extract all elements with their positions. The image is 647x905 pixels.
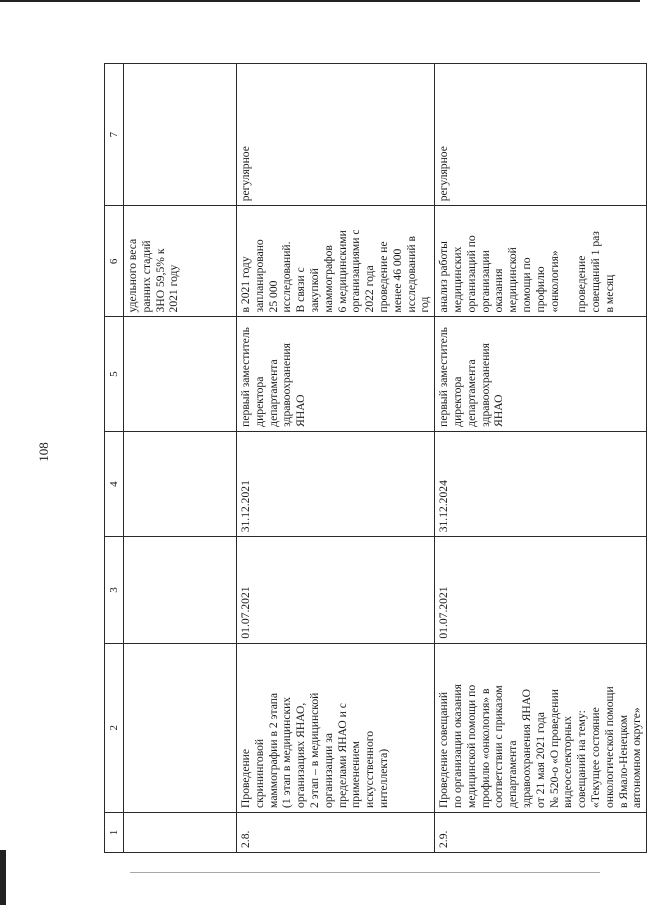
cell-end-date: 31.12.2021 (237, 431, 435, 536)
cell-type: регулярное (237, 64, 435, 206)
header-col-4: 4 (105, 431, 124, 536)
table-header-row (105, 64, 124, 853)
cell-responsible (124, 317, 237, 431)
cell-description: Проведение совещаний по организации оказания медицинской помощи по профилю «онкология» в соответствии с приказом департамента здравоохранения ЯНАО от 21 мая 2021 года № 520-о «О проведении видеоселекторных совещаний на тему: «Текущее состояние онкологической помощи в Ямало-Ненецком автономном округе» (435, 643, 647, 812)
cell-end-date (124, 431, 237, 536)
cell-start-date (124, 537, 237, 643)
cell-description: Проведение скрининговой маммографии в 2 этапа (1 этап в медицинских организациях ЯНАО, 2 этап – в медицинской организации за пределами ЯНАО и с применением искусственного интеллекта) (237, 643, 435, 812)
table-row (435, 64, 647, 853)
cell-type: регулярное (435, 64, 647, 206)
scan-edge-bottom (130, 872, 600, 873)
header-col-6: 6 (105, 206, 124, 317)
cell-num: 2.8. (237, 812, 435, 852)
rotated-table-container (104, 63, 644, 853)
header-col-3: 3 (105, 537, 124, 643)
cell-description (124, 643, 237, 812)
header-col-5: 5 (105, 317, 124, 431)
cell-end-date: 31.12.2024 (435, 431, 647, 536)
table-row-continuation (124, 64, 237, 853)
header-col-1: 1 (105, 812, 124, 852)
cell-result: анализ работы медицинских организаций по организации оказания медицинской помощи по профилю «онкология» проведение совещаний 1 раз в месяц (435, 206, 647, 317)
header-col-2: 2 (105, 643, 124, 812)
header-col-7: 7 (105, 64, 124, 206)
cell-responsible: первый заместитель директора департамента здравоохранения ЯНАО (237, 317, 435, 431)
scan-edge-left (0, 850, 6, 905)
plan-table (104, 63, 647, 853)
cell-num (124, 812, 237, 852)
page-number: 108 (36, 442, 51, 462)
cell-responsible: первый заместитель директора департамента здравоохранения ЯНАО (435, 317, 647, 431)
cell-num: 2.9. (435, 812, 647, 852)
cell-result: в 2021 году запланировано 25 000 исследований. В связи с закупкой маммографов 6 медицинскими организациями с 2022 года проведение не менее 46 000 исследований в год (237, 206, 435, 317)
table-row (237, 64, 435, 853)
cell-start-date: 01.07.2021 (435, 537, 647, 643)
cell-result: удельного веса ранних стадий ЗНО 59,5% к 2021 году (124, 206, 237, 317)
cell-type (124, 64, 237, 206)
cell-start-date: 01.07.2021 (237, 537, 435, 643)
scan-edge-top (0, 0, 640, 2)
